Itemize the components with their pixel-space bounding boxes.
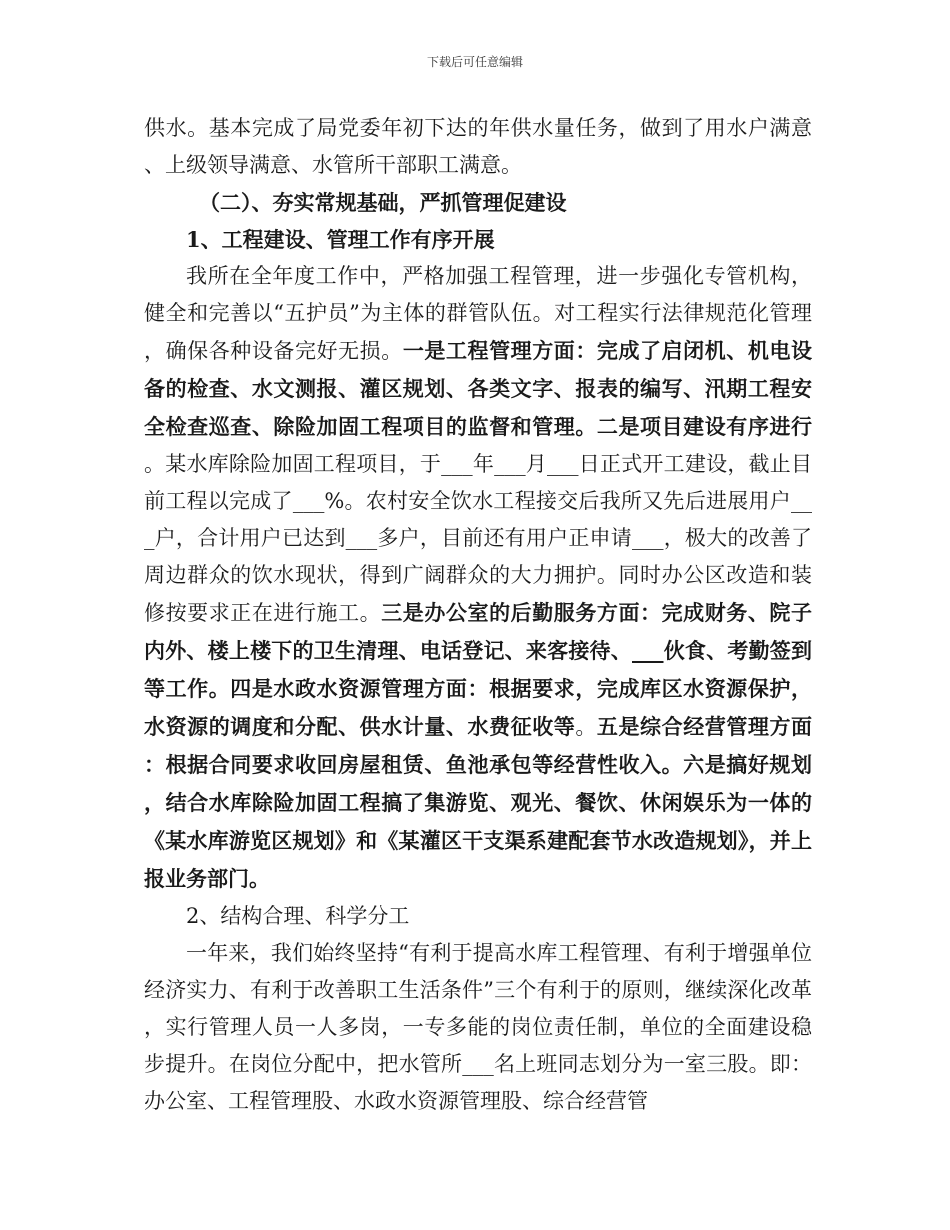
bold-text-segment: 五是综合经营管理方面：根据合同要求收回房屋租赁、鱼池承包等经营性收入。六是搞好规划，结合水库除险加固工程搞了集游览、观光、餐饮、休闲娱乐为一体的《某水库游览区规划》和《某灌区干支渠系建配套节水改造规划》，并上报业务部门。 <box>144 714 813 891</box>
bold-text-segment: 三是办公室的后勤服务方面：完成财务、院子内外、楼上楼下的卫生清理、电话登记、来客接待、___伙食、考勤签到等工作。四是水政水资源管理方面：根据要求，完成库区水资源保护，水资源的调度和分配、供水计量、水费征收等 <box>144 600 812 739</box>
text-segment: 我所在全年度工作中，严格加强工程管理，进一步强化专管机构，健全和完善以“五护员”为主体的群管队伍。对工程实行法律规范化管理，确保各种设备完好无损。 <box>144 264 812 363</box>
subsection-heading-2: 2、结构合理、科学分工 <box>186 904 410 928</box>
paragraph-water-supply: 供水。基本完成了局党委年初下达的年供水量任务，做到了用水户满意、上级领导满意、水管所干部职工满意。 <box>144 116 812 177</box>
text-segment: 。某水库除险加固工程项目，于___年___月___日正式开工建设，截止目前工程以完成了___%。农村安全饮水工程接交后我所又先后进展用户___户，合计用户已达到___多户，目前还有用户正申请___，极大的改善了周边群众的饮水现状，得到广阔群众的大力拥护。同时办公区改造和装修按要求正在进行施工。 <box>144 452 812 625</box>
section-heading-2: （二）、夯实常规基础，严抓管理促建设 <box>199 190 567 215</box>
paragraph-structure: 一年来，我们始终坚持“有利于提高水库工程管理、有利于增强单位经济实力、有利于改善职工生活条件”三个有利于的原则，继续深化改革，实行管理人员一人多岗，一专多能的岗位责任制，单位的全面建设稳步提升。在岗位分配中，把水管所___名上班同志划分为一室三股。即：办公室、工程管理股、水政水资源管理股、综合经营管 <box>144 941 812 1113</box>
bold-text-segment: 一是工程管理方面：完成了启闭机、机电设备的检查、水文测报、灌区规划、各类文字、报表的编写、汛期工程安全检查巡查、除险加固工程项目的监督和管理。二是项目建设有序进行 <box>144 338 813 439</box>
paragraph-engineering-management <box>144 258 812 898</box>
text-segment: 。 <box>575 715 597 739</box>
subsection-heading-1: 1、工程建设、管理工作有序开展 <box>186 227 495 252</box>
document-body <box>144 110 812 1120</box>
page-header: 下载后可任意编辑 <box>426 55 523 69</box>
